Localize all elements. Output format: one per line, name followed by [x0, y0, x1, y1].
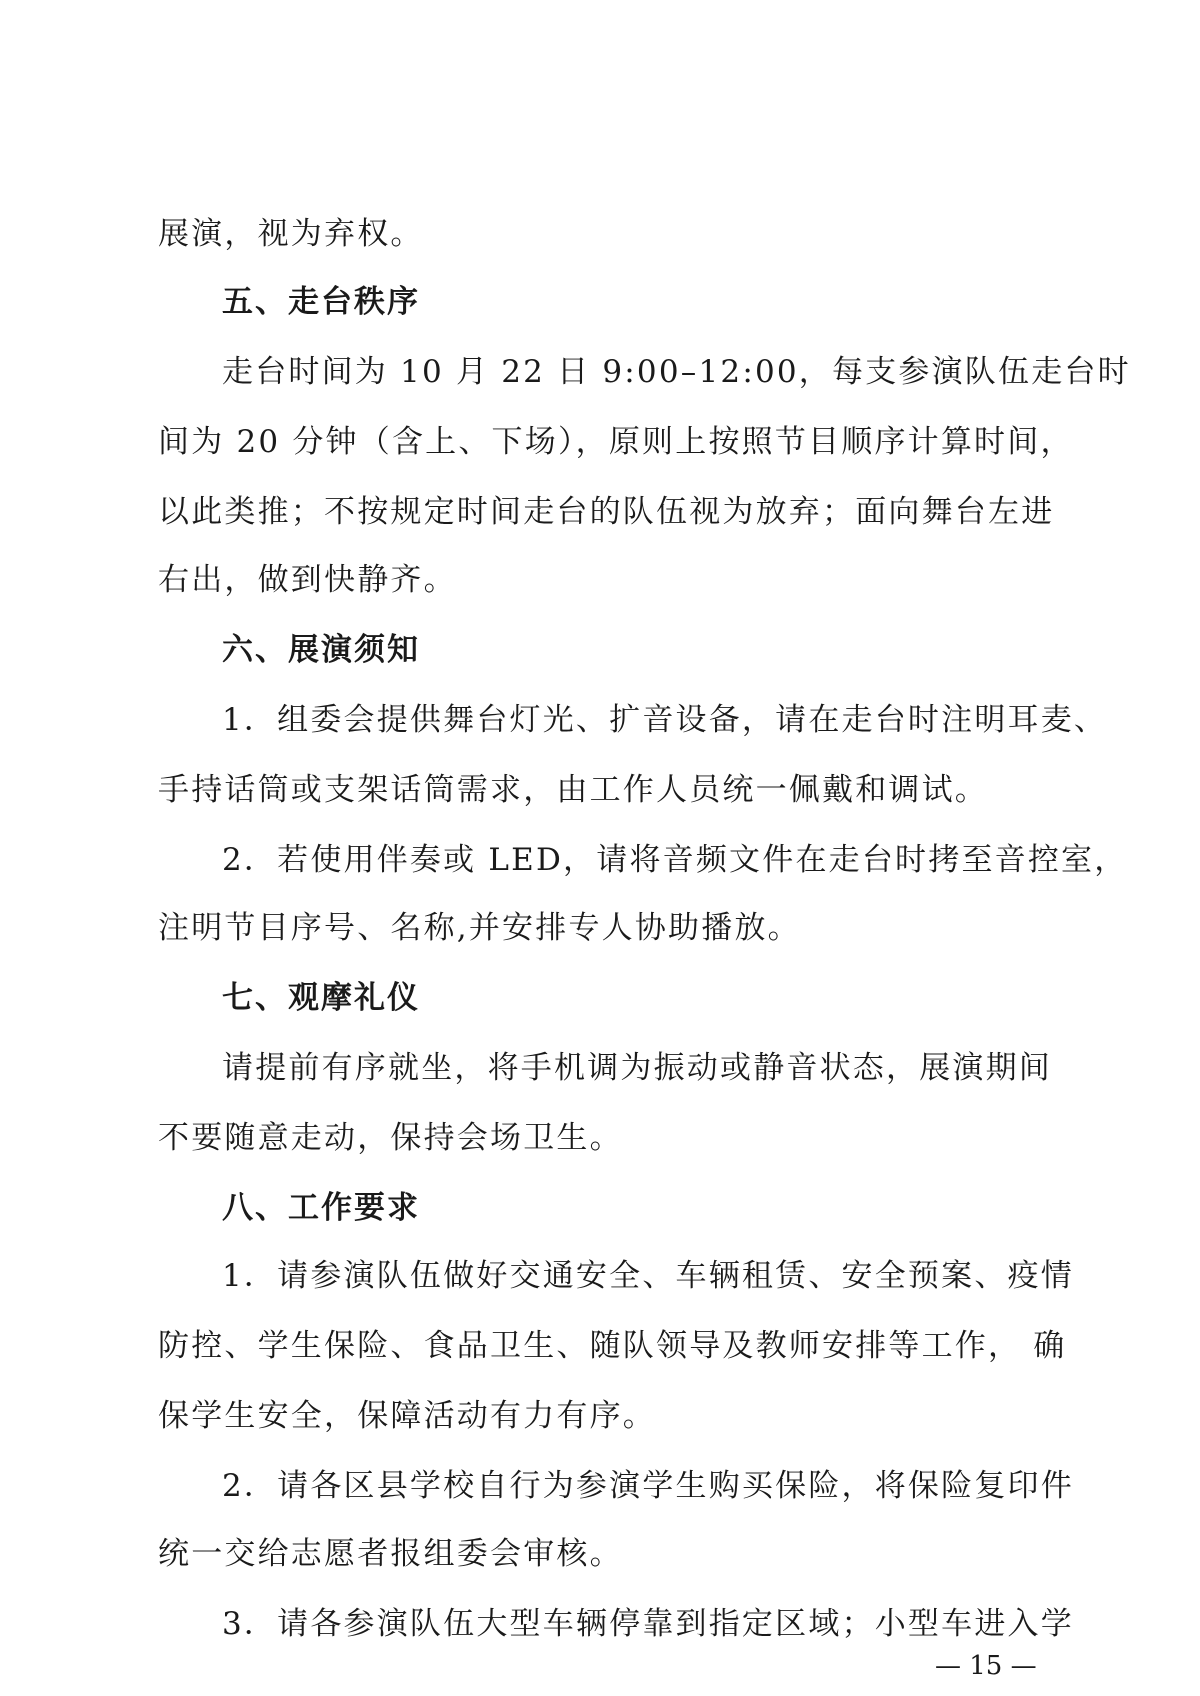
- paragraph-line: 走台时间为 10 月 22 日 9:00–12:00，每支参演队伍走台时: [222, 354, 1131, 390]
- paragraph-line: 手持话筒或支架话筒需求，由工作人员统一佩戴和调试。: [158, 772, 988, 808]
- paragraph-line: 1．组委会提供舞台灯光、扩音设备，请在走台时注明耳麦、: [222, 702, 1108, 738]
- section-heading-6: 六、展演须知: [222, 632, 420, 668]
- paragraph-line: 2．请各区县学校自行为参演学生购买保险，将保险复印件: [222, 1468, 1074, 1504]
- paragraph-line: 请提前有序就坐，将手机调为振动或静音状态，展演期间: [222, 1050, 1052, 1086]
- paragraph-line: 以此类推；不按规定时间走台的队伍视为放弃；面向舞台左进: [158, 494, 1055, 530]
- paragraph-line: 保学生安全，保障活动有力有序。: [158, 1398, 656, 1434]
- paragraph-line: 统一交给志愿者报组委会审核。: [158, 1536, 623, 1572]
- page-number: — 15 —: [935, 1651, 1037, 1681]
- paragraph-line: 右出，做到快静齐。: [158, 562, 457, 598]
- paragraph-line: 展演，视为弃权。: [158, 216, 424, 252]
- paragraph-line: 注明节目序号、名称,并安排专人协助播放。: [158, 910, 801, 946]
- paragraph-line: 不要随意走动，保持会场卫生。: [158, 1120, 623, 1156]
- section-heading-5: 五、走台秩序: [222, 284, 420, 320]
- paragraph-line: 3．请各参演队伍大型车辆停靠到指定区域；小型车进入学: [222, 1606, 1074, 1642]
- section-heading-8: 八、工作要求: [222, 1190, 420, 1226]
- paragraph-line: 间为 20 分钟（含上、下场），原则上按照节目顺序计算时间，: [158, 424, 1074, 460]
- paragraph-line: 防控、学生保险、食品卫生、随队领导及教师安排等工作， 确: [158, 1328, 1067, 1364]
- paragraph-line: 2．若使用伴奏或 LED，请将音频文件在走台时拷至音控室，: [222, 842, 1128, 878]
- section-heading-7: 七、观摩礼仪: [222, 980, 420, 1016]
- paragraph-line: 1．请参演队伍做好交通安全、车辆租赁、安全预案、疫情: [222, 1258, 1074, 1294]
